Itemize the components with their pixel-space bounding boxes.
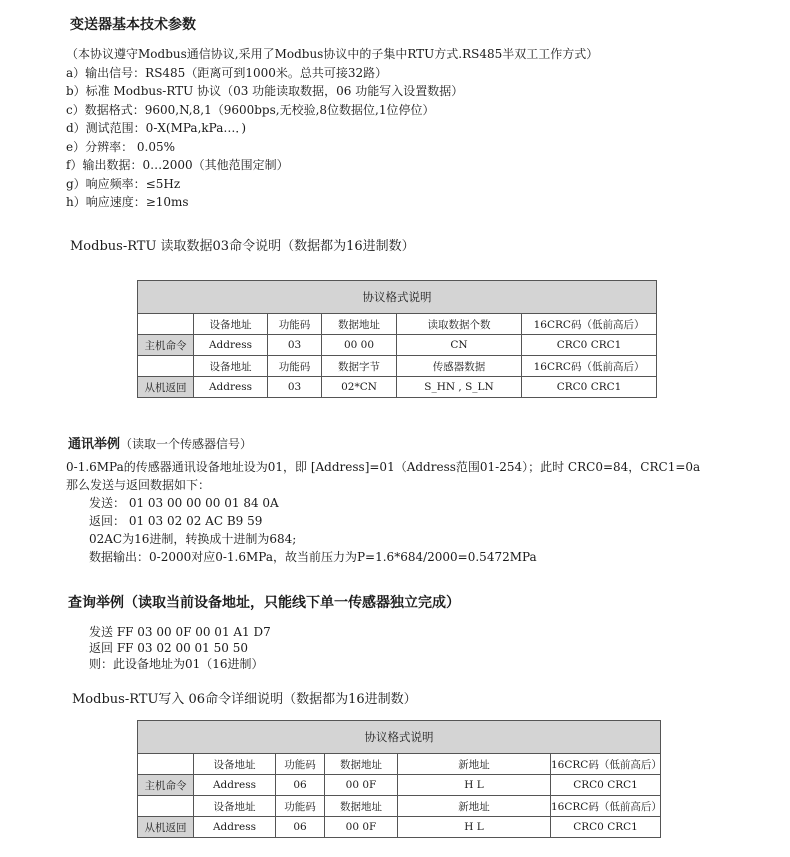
query-example-send: 发送 FF 03 00 0F 00 01 A1 D7 xyxy=(89,625,271,639)
blank-cell xyxy=(138,754,194,775)
slave-label: 从机返回 xyxy=(138,817,194,838)
header-cell: 读取数据个数 xyxy=(397,314,522,335)
value-cell: CN xyxy=(397,335,522,356)
value-cell: 00 00 xyxy=(322,335,397,356)
value-cell: Address xyxy=(194,377,268,398)
write-cmd-heading xyxy=(72,688,417,707)
read-cmd-note: （数据都为16进制数） xyxy=(281,239,415,254)
header-cell: 传感器数据 xyxy=(397,356,522,377)
comm-example-line1: 0-1.6MPa的传感器通讯设备地址设为01，即 [Address]=01（Address范围01-254）；此时 CRC0=84，CRC1=0a xyxy=(66,460,701,474)
value-cell: Address xyxy=(194,817,276,838)
value-cell: 02*CN xyxy=(322,377,397,398)
header-cell: 设备地址 xyxy=(194,314,268,335)
header-cell: 数据地址 xyxy=(325,796,398,817)
write-cmd-note: （数据都为16进制数） xyxy=(283,692,417,707)
value-cell: CRC0 CRC1 xyxy=(551,817,661,838)
value-cell: 06 xyxy=(276,817,325,838)
comm-example-convert: 02AC为16进制，转换成十进制为684; xyxy=(89,532,297,546)
spec-item: f）输出数据：0…2000（其他范围定制） xyxy=(66,158,289,172)
read-protocol-table xyxy=(137,280,657,398)
blank-cell xyxy=(138,314,194,335)
header-cell: 数据地址 xyxy=(325,754,398,775)
blank-cell xyxy=(138,356,194,377)
spec-intro: （本协议遵守Modbus通信协议,采用了Modbus协议中的子集中RTU方式.RS485半双工工作方式） xyxy=(66,47,599,61)
blank-cell xyxy=(138,796,194,817)
spec-title: 变送器基本技术参数 xyxy=(70,17,196,33)
value-cell: H L xyxy=(398,817,551,838)
value-cell: CRC0 CRC1 xyxy=(522,335,657,356)
value-cell: H L xyxy=(398,775,551,796)
comm-example-output: 数据输出：0-2000对应0-1.6MPa，故当前压力为P=1.6*684/2000=0.5472MPa xyxy=(89,550,537,564)
header-cell: 16CRC码（低前高后） xyxy=(522,314,657,335)
read-cmd-heading xyxy=(70,235,415,254)
table-caption: 协议格式说明 xyxy=(138,721,661,754)
spec-item: d）测试范围：0-X(MPa,kPa…．) xyxy=(66,121,247,135)
value-cell: 03 xyxy=(268,335,322,356)
value-cell: Address xyxy=(194,335,268,356)
comm-example-note: （读取一个传感器信号） xyxy=(120,437,253,451)
spec-item: g）响应频率：≤5Hz xyxy=(66,176,181,191)
table-caption: 协议格式说明 xyxy=(138,281,657,314)
comm-example-title: 通讯举例 xyxy=(68,437,121,452)
header-cell: 功能码 xyxy=(268,356,322,377)
spec-item: a）输出信号：RS485（距离可到1000米。总共可接32路） xyxy=(66,65,388,80)
write-cmd-title: Modbus-RTU写入 06命令详细说明 xyxy=(72,692,284,707)
comm-example-heading xyxy=(68,433,252,452)
query-example-recv: 返回 FF 03 02 00 01 50 50 xyxy=(89,641,248,655)
value-cell: 06 xyxy=(276,775,325,796)
read-cmd-title: Modbus-RTU 读取数据03命令说明 xyxy=(70,239,282,254)
slave-label: 从机返回 xyxy=(138,377,194,398)
spec-list xyxy=(66,64,463,212)
header-cell: 数据字节 xyxy=(322,356,397,377)
header-cell: 功能码 xyxy=(276,796,325,817)
header-cell: 16CRC码（低前高后） xyxy=(551,754,661,775)
header-cell: 功能码 xyxy=(276,754,325,775)
value-cell: S_HN , S_LN xyxy=(397,377,522,398)
value-cell: Address xyxy=(194,775,276,796)
header-cell: 16CRC码（低前高后） xyxy=(522,356,657,377)
header-cell: 设备地址 xyxy=(194,356,268,377)
value-cell: 00 0F xyxy=(325,775,398,796)
query-example-result: 则：此设备地址为01（16进制） xyxy=(89,657,264,671)
spec-item: c）数据格式：9600,N,8,1（9600bps,无校验,8位数据位,1位停位） xyxy=(66,102,435,117)
value-cell: 00 0F xyxy=(325,817,398,838)
value-cell: CRC0 CRC1 xyxy=(522,377,657,398)
query-example-title: 查询举例（读取当前设备地址，只能线下单一传感器独立完成） xyxy=(68,595,460,611)
comm-example-recv: 返回： 01 03 02 02 AC B9 59 xyxy=(89,514,263,528)
master-label: 主机命令 xyxy=(138,775,194,796)
master-label: 主机命令 xyxy=(138,335,194,356)
spec-item: h）响应速度：≥10ms xyxy=(66,195,189,209)
comm-example-send: 发送： 01 03 00 00 00 01 84 0A xyxy=(89,496,279,510)
comm-example-line2: 那么发送与返回数据如下： xyxy=(66,478,211,492)
write-protocol-table xyxy=(137,720,661,838)
spec-item: b）标准 Modbus-RTU 协议（03 功能读取数据，06 功能写入设置数据） xyxy=(66,84,464,98)
header-cell: 设备地址 xyxy=(194,754,276,775)
header-cell: 新地址 xyxy=(398,796,551,817)
header-cell: 新地址 xyxy=(398,754,551,775)
header-cell: 数据地址 xyxy=(322,314,397,335)
spec-item: e）分辨率： 0.05% xyxy=(66,139,176,154)
header-cell: 设备地址 xyxy=(194,796,276,817)
value-cell: 03 xyxy=(268,377,322,398)
header-cell: 16CRC码（低前高后） xyxy=(551,796,661,817)
value-cell: CRC0 CRC1 xyxy=(551,775,661,796)
header-cell: 功能码 xyxy=(268,314,322,335)
